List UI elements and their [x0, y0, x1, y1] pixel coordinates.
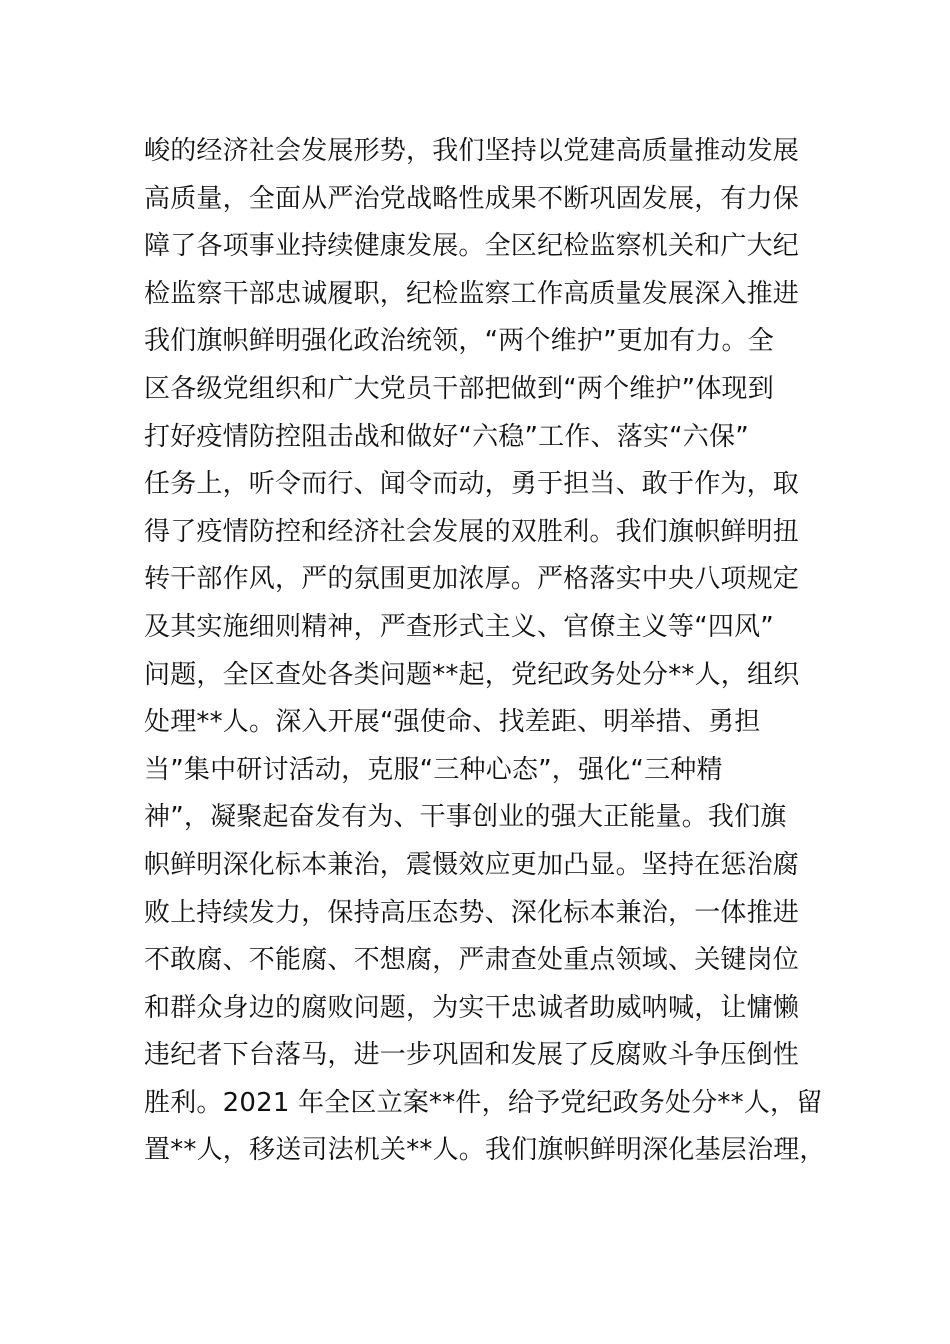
text-line-4: 检监察干部忠诚履职，纪检监察工作高质量发展深入推进	[144, 278, 800, 309]
text-line-21: 胜利。2021 年全区立案**件，给予党纪政务处分**人，留	[144, 1087, 823, 1118]
text-line-10: 转干部作风，严的氛围更加浓厚。严格落实中央八项规定	[144, 564, 800, 595]
text-line-19: 和群众身边的腐败问题，为实干忠诚者助威呐喊，让慵懒	[144, 992, 800, 1023]
text-line-6: 区各级党组织和广大党员干部把做到“两个维护”体现到	[144, 373, 774, 404]
text-line-12: 问题，全区查处各类问题**起，党纪政务处分**人，组织	[144, 659, 800, 690]
text-line-18: 不敢腐、不能腐、不想腐，严肃查处重点领域、关键岗位	[144, 945, 800, 976]
text-line-22: 置**人，移送司法机关**人。我们旗帜鲜明深化基层治理，	[144, 1135, 826, 1166]
text-line-17: 败上持续发力，保持高压态势、深化标本兼治，一体推进	[144, 897, 800, 928]
text-line-11: 及其实施细则精神，严查形式主义、官僚主义等“四风”	[144, 611, 774, 642]
text-line-8: 任务上，听令而行、闻令而动，勇于担当、敢于作为，取	[144, 469, 800, 500]
text-line-1: 峻的经济社会发展形势，我们坚持以党建高质量推动发展	[144, 136, 800, 166]
text-line-13: 处理**人。深入开展“强使命、找差距、明举措、勇担	[144, 707, 761, 738]
text-line-16: 帜鲜明深化标本兼治，震慑效应更加凸显。坚持在惩治腐	[144, 849, 800, 880]
body-text	[144, 128, 834, 1175]
text-line-15: 神”，凝聚起奋发有为、干事创业的强大正能量。我们旗	[144, 802, 787, 833]
text-line-5: 我们旗帜鲜明强化政治统领，“两个维护”更加有力。全	[144, 326, 774, 357]
text-line-2: 高质量，全面从严治党战略性成果不断巩固发展，有力保	[144, 183, 800, 214]
text-line-7: 打好疫情防控阻击战和做好“六稳”工作、落实“六保”	[144, 421, 749, 452]
text-line-9: 得了疫情防控和经济社会发展的双胜利。我们旗帜鲜明扭	[144, 516, 800, 547]
text-line-3: 障了各项事业持续健康发展。全区纪检监察机关和广大纪	[144, 231, 800, 262]
text-line-14: 当”集中研讨活动，克服“三种心态”，强化“三种精	[144, 754, 723, 785]
text-line-20: 违纪者下台落马，进一步巩固和发展了反腐败斗争压倒性	[144, 1040, 800, 1071]
